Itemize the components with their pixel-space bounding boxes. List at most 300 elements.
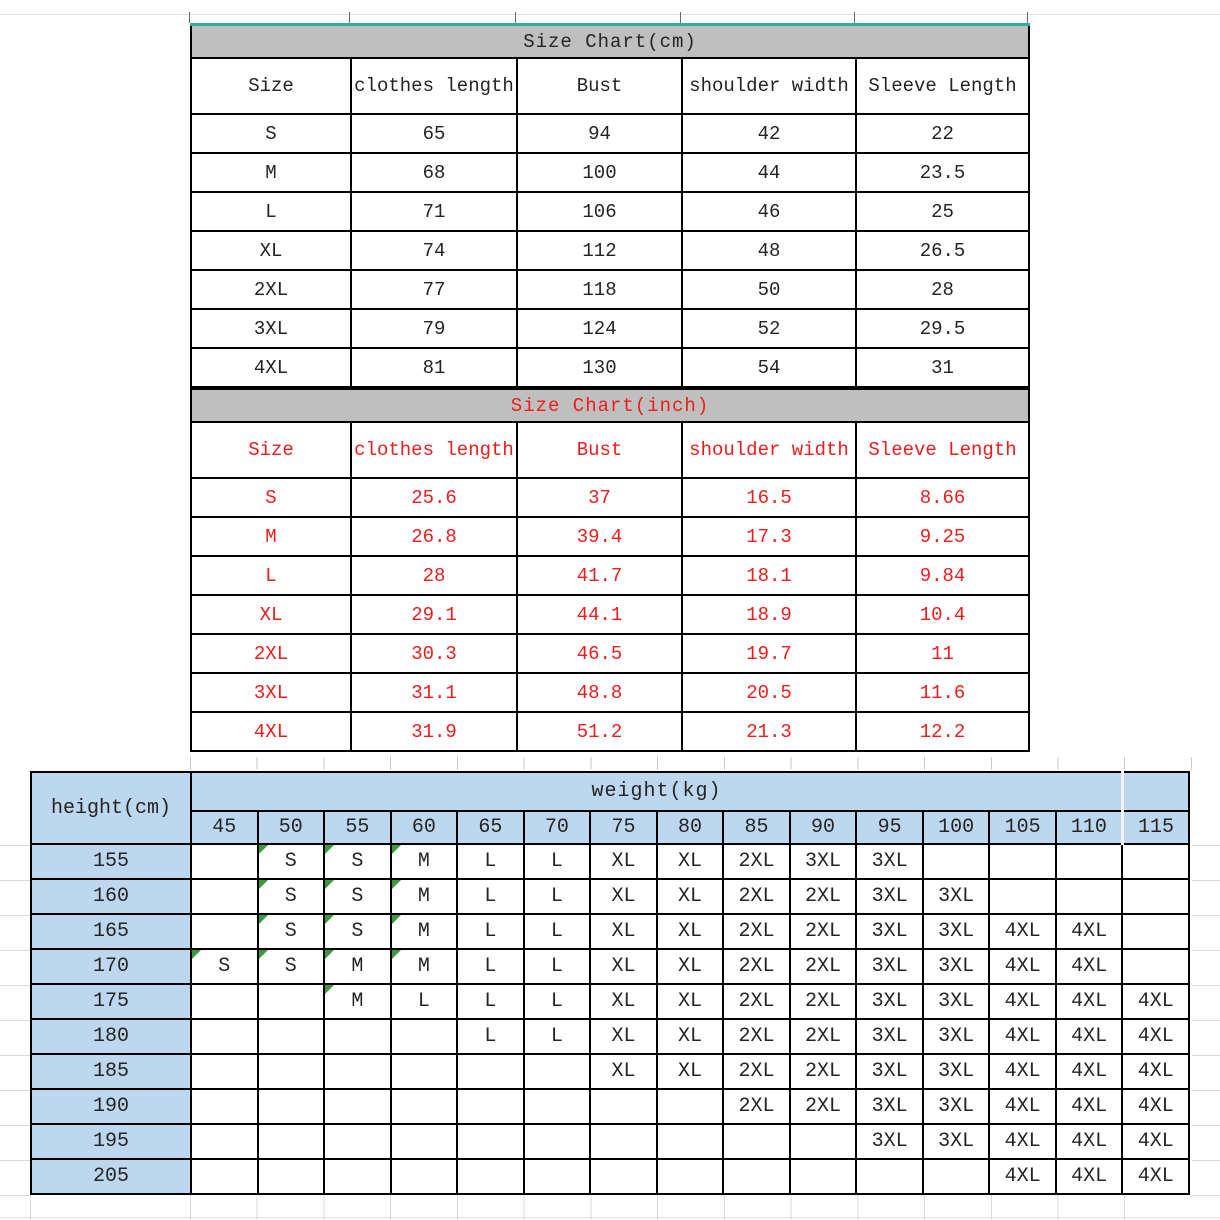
measurement-cell: 31.9 [351, 712, 517, 751]
recommended-size-cell [324, 1054, 391, 1089]
error-triangle-icon [392, 950, 401, 959]
recommended-size-cell [524, 1159, 591, 1194]
table-row [191, 556, 1029, 595]
recommended-size-cell: 2XL [790, 984, 857, 1019]
recommended-size-cell: 4XL [1122, 1124, 1189, 1159]
recommended-size-cell: XL [590, 879, 657, 914]
height-value-cell: 185 [31, 1054, 191, 1089]
recommended-size-cell: XL [657, 879, 724, 914]
recommended-size-cell: 2XL [790, 914, 857, 949]
recommended-size-cell [191, 914, 258, 949]
table-title-row [191, 25, 1029, 59]
measurement-cell: 74 [351, 231, 517, 270]
table-row [191, 634, 1029, 673]
recommended-size-cell [856, 1159, 923, 1194]
measurement-cell: 29.5 [856, 309, 1029, 348]
recommended-size-cell: 3XL [923, 914, 990, 949]
column-header: Sleeve Length [856, 58, 1029, 114]
measurement-cell: 31.1 [351, 673, 517, 712]
recommended-size-cell: 4XL [989, 914, 1056, 949]
recommended-size-cell [258, 1054, 325, 1089]
matrix-row [31, 844, 1189, 879]
recommended-size-cell: 2XL [790, 879, 857, 914]
table-title-row [191, 389, 1029, 422]
measurement-cell: 50 [682, 270, 856, 309]
recommended-size-cell: 3XL [856, 984, 923, 1019]
recommended-size-cell: 4XL [989, 1089, 1056, 1124]
measurement-cell: 130 [517, 348, 682, 387]
recommended-size-cell [391, 1159, 458, 1194]
recommended-size-cell: L [524, 879, 591, 914]
matrix-header-row [31, 772, 1189, 811]
error-triangle-icon [259, 845, 268, 854]
measurement-cell: 52 [682, 309, 856, 348]
height-value-cell: 195 [31, 1124, 191, 1159]
size-cell: 4XL [191, 348, 351, 387]
recommended-size-cell: 3XL [923, 1089, 990, 1124]
matrix-row [31, 879, 1189, 914]
recommended-size-cell: 2XL [723, 879, 790, 914]
recommended-size-cell: 3XL [923, 1019, 990, 1054]
recommended-size-cell [324, 1159, 391, 1194]
recommended-size-cell: 4XL [1056, 949, 1123, 984]
recommended-size-cell [790, 1159, 857, 1194]
recommended-size-cell: 3XL [923, 949, 990, 984]
table-header-row [191, 58, 1029, 114]
recommended-size-cell [1056, 879, 1123, 914]
measurement-cell: 9.84 [856, 556, 1029, 595]
measurement-cell: 31 [856, 348, 1029, 387]
recommended-size-cell: 4XL [1056, 1019, 1123, 1054]
recommended-size-cell: 4XL [1122, 1054, 1189, 1089]
grid-tick [1027, 12, 1028, 23]
recommended-size-cell [1056, 844, 1123, 879]
recommended-size-cell: XL [590, 1019, 657, 1054]
recommended-size-cell: 2XL [723, 844, 790, 879]
recommended-size-cell: 4XL [1122, 1019, 1189, 1054]
measurement-cell: 11 [856, 634, 1029, 673]
size-cell: XL [191, 595, 351, 634]
matrix-row [31, 914, 1189, 949]
recommended-size-cell: XL [657, 914, 724, 949]
recommended-size-cell: 4XL [989, 1124, 1056, 1159]
recommended-size-cell [191, 879, 258, 914]
recommended-size-cell: 3XL [856, 949, 923, 984]
empty-corner-cell [1122, 772, 1189, 811]
recommended-size-cell: M [324, 984, 391, 1019]
weight-value-cell: 115 [1122, 811, 1189, 844]
table-header-row [191, 422, 1029, 478]
recommended-size-cell [191, 1019, 258, 1054]
measurement-cell: 124 [517, 309, 682, 348]
recommended-size-cell [324, 1124, 391, 1159]
measurement-cell: 118 [517, 270, 682, 309]
measurement-cell: 22 [856, 114, 1029, 153]
recommended-size-cell: M [324, 949, 391, 984]
recommended-size-cell: 4XL [1056, 914, 1123, 949]
grid-tick [349, 12, 350, 23]
error-triangle-icon [192, 950, 201, 959]
measurement-cell: 46 [682, 192, 856, 231]
recommended-size-cell [457, 1089, 524, 1124]
error-triangle-icon [259, 915, 268, 924]
weight-value-cell: 90 [790, 811, 857, 844]
recommended-size-cell: M [391, 949, 458, 984]
height-value-cell: 190 [31, 1089, 191, 1124]
recommended-size-cell: M [391, 879, 458, 914]
recommended-size-cell [989, 844, 1056, 879]
size-cell: 3XL [191, 309, 351, 348]
recommended-size-cell [790, 1124, 857, 1159]
recommended-size-cell: 4XL [1056, 1054, 1123, 1089]
recommended-size-cell: 2XL [790, 1089, 857, 1124]
weight-value-cell: 75 [590, 811, 657, 844]
recommended-size-cell [657, 1124, 724, 1159]
matrix-row [31, 1159, 1189, 1194]
recommended-size-cell [258, 1124, 325, 1159]
table-row [191, 517, 1029, 556]
column-header: clothes length [351, 58, 517, 114]
recommended-size-cell: 4XL [989, 1054, 1056, 1089]
weight-value-cell: 70 [524, 811, 591, 844]
recommended-size-cell [590, 1124, 657, 1159]
recommended-size-cell [923, 1159, 990, 1194]
matrix-row [31, 984, 1189, 1019]
recommended-size-cell: S [324, 914, 391, 949]
height-value-cell: 160 [31, 879, 191, 914]
recommended-size-cell: S [258, 844, 325, 879]
recommended-size-cell [391, 1054, 458, 1089]
recommended-size-cell: 3XL [923, 984, 990, 1019]
recommended-size-cell: 4XL [1056, 1124, 1123, 1159]
recommended-size-cell: 2XL [723, 949, 790, 984]
error-triangle-icon [325, 845, 334, 854]
matrix-row [31, 1054, 1189, 1089]
weight-value-cell: 65 [457, 811, 524, 844]
error-triangle-icon [392, 845, 401, 854]
table-title: Size Chart(cm) [191, 25, 1029, 59]
recommended-size-cell: L [391, 984, 458, 1019]
recommended-size-cell: L [457, 984, 524, 1019]
column-header: shoulder width [682, 58, 856, 114]
grid-ticks-strip [190, 757, 1220, 770]
measurement-cell: 39.4 [517, 517, 682, 556]
height-value-cell: 165 [31, 914, 191, 949]
recommended-size-cell: XL [590, 984, 657, 1019]
recommended-size-cell [657, 1159, 724, 1194]
error-triangle-icon [392, 880, 401, 889]
measurement-cell: 19.7 [682, 634, 856, 673]
error-triangle-icon [325, 985, 334, 994]
recommended-size-cell [191, 844, 258, 879]
table-row [191, 153, 1029, 192]
recommended-size-cell: 3XL [856, 1089, 923, 1124]
measurement-cell: 51.2 [517, 712, 682, 751]
measurement-cell: 30.3 [351, 634, 517, 673]
grid-ticks-strip [190, 1195, 1191, 1220]
size-cell: S [191, 478, 351, 517]
table-row [191, 348, 1029, 387]
recommended-size-cell: M [391, 914, 458, 949]
measurement-cell: 17.3 [682, 517, 856, 556]
recommended-size-cell: XL [657, 949, 724, 984]
recommended-size-cell: 3XL [923, 1054, 990, 1089]
recommended-size-cell: 3XL [856, 879, 923, 914]
recommended-size-cell [258, 1019, 325, 1054]
recommended-size-cell [1122, 949, 1189, 984]
measurement-cell: 28 [856, 270, 1029, 309]
matrix-row [31, 1019, 1189, 1054]
measurement-cell: 12.2 [856, 712, 1029, 751]
table-row [191, 478, 1029, 517]
recommended-size-cell [1122, 914, 1189, 949]
table-row [191, 231, 1029, 270]
recommended-size-cell: 3XL [856, 914, 923, 949]
recommended-size-cell: XL [590, 1054, 657, 1089]
measurement-cell: 44 [682, 153, 856, 192]
recommended-size-cell: XL [590, 914, 657, 949]
recommended-size-cell: 3XL [856, 1019, 923, 1054]
grid-tick [30, 1195, 31, 1220]
recommended-size-cell: XL [657, 844, 724, 879]
recommended-size-cell [391, 1019, 458, 1054]
column-header: shoulder width [682, 422, 856, 478]
grid-tick [189, 12, 190, 23]
recommended-size-cell: XL [657, 1019, 724, 1054]
recommended-size-cell [258, 1089, 325, 1124]
recommended-size-cell [191, 1054, 258, 1089]
measurement-cell: 20.5 [682, 673, 856, 712]
recommended-size-cell [191, 984, 258, 1019]
weight-value-cell: 45 [191, 811, 258, 844]
recommended-size-cell: XL [657, 984, 724, 1019]
measurement-cell: 37 [517, 478, 682, 517]
size-cell: L [191, 556, 351, 595]
recommended-size-cell: 2XL [723, 984, 790, 1019]
recommended-size-cell [657, 1089, 724, 1124]
recommended-size-cell [457, 1159, 524, 1194]
recommended-size-cell: L [524, 844, 591, 879]
table-title: Size Chart(inch) [191, 389, 1029, 422]
measurement-cell: 68 [351, 153, 517, 192]
size-cell: L [191, 192, 351, 231]
measurement-cell: 41.7 [517, 556, 682, 595]
height-value-cell: 175 [31, 984, 191, 1019]
recommended-size-cell: L [457, 914, 524, 949]
measurement-cell: 42 [682, 114, 856, 153]
measurement-cell: 44.1 [517, 595, 682, 634]
grid-tick [515, 12, 516, 23]
column-header: clothes length [351, 422, 517, 478]
grid-tick [854, 12, 855, 23]
size-cell: 3XL [191, 673, 351, 712]
weight-header-cell: weight(kg) [191, 772, 1122, 811]
recommended-size-cell: S [258, 879, 325, 914]
size-cell: M [191, 153, 351, 192]
recommended-size-cell [923, 844, 990, 879]
measurement-cell: 23.5 [856, 153, 1029, 192]
measurement-cell: 100 [517, 153, 682, 192]
recommended-size-cell: L [457, 949, 524, 984]
weight-value-cell: 110 [1056, 811, 1123, 844]
recommended-size-cell [723, 1159, 790, 1194]
measurement-cell: 77 [351, 270, 517, 309]
size-chart-cm-table [190, 23, 1030, 388]
recommended-size-cell [391, 1124, 458, 1159]
recommended-size-cell: 4XL [989, 1159, 1056, 1194]
recommended-size-cell [524, 1124, 591, 1159]
recommended-size-cell [324, 1089, 391, 1124]
recommended-size-cell: 4XL [1122, 984, 1189, 1019]
recommended-size-cell: XL [590, 844, 657, 879]
recommended-size-cell: S [324, 844, 391, 879]
error-triangle-icon [325, 950, 334, 959]
matrix-weight-row [31, 811, 1189, 844]
recommended-size-cell: 2XL [723, 1054, 790, 1089]
error-triangle-icon [392, 915, 401, 924]
weight-value-cell: 100 [923, 811, 990, 844]
table-row [191, 309, 1029, 348]
matrix-row [31, 1124, 1189, 1159]
recommended-size-cell: L [457, 1019, 524, 1054]
column-header: Size [191, 422, 351, 478]
recommended-size-cell [457, 1054, 524, 1089]
recommended-size-cell: XL [590, 949, 657, 984]
recommended-size-cell: L [457, 844, 524, 879]
error-triangle-icon [259, 880, 268, 889]
recommended-size-cell: 2XL [723, 1089, 790, 1124]
grid-ticks-strip [0, 845, 30, 1197]
height-value-cell: 205 [31, 1159, 191, 1194]
recommended-size-cell: 4XL [989, 984, 1056, 1019]
table-row [191, 192, 1029, 231]
measurement-cell: 65 [351, 114, 517, 153]
error-triangle-icon [325, 880, 334, 889]
measurement-cell: 21.3 [682, 712, 856, 751]
recommended-size-cell: L [524, 914, 591, 949]
recommended-size-cell: 4XL [1056, 1089, 1123, 1124]
weight-value-cell: 50 [258, 811, 325, 844]
recommended-size-cell: S [258, 914, 325, 949]
size-cell: M [191, 517, 351, 556]
grid-tick [680, 12, 681, 23]
recommended-size-cell: 2XL [790, 1054, 857, 1089]
measurement-cell: 106 [517, 192, 682, 231]
table-row [191, 673, 1029, 712]
weight-value-cell: 55 [324, 811, 391, 844]
recommended-size-cell [258, 1159, 325, 1194]
measurement-cell: 26.8 [351, 517, 517, 556]
recommended-size-cell [191, 1089, 258, 1124]
height-value-cell: 155 [31, 844, 191, 879]
recommended-size-cell: 3XL [856, 1124, 923, 1159]
measurement-cell: 48.8 [517, 673, 682, 712]
recommended-size-cell: 2XL [790, 949, 857, 984]
column-header: Sleeve Length [856, 422, 1029, 478]
measurement-cell: 29.1 [351, 595, 517, 634]
recommended-size-cell [590, 1159, 657, 1194]
recommended-size-cell: 3XL [790, 844, 857, 879]
recommended-size-cell: 3XL [923, 1124, 990, 1159]
measurement-cell: 25 [856, 192, 1029, 231]
grid-line [0, 14, 1220, 15]
height-value-cell: 170 [31, 949, 191, 984]
measurement-cell: 18.9 [682, 595, 856, 634]
table-row [191, 114, 1029, 153]
recommended-size-cell [524, 1054, 591, 1089]
weight-value-cell: 105 [989, 811, 1056, 844]
measurement-cell: 25.6 [351, 478, 517, 517]
table-row [191, 712, 1029, 751]
recommended-size-cell: XL [657, 1054, 724, 1089]
recommended-size-cell [723, 1124, 790, 1159]
weight-value-cell: 80 [657, 811, 724, 844]
error-triangle-icon [325, 915, 334, 924]
recommended-size-cell: L [524, 984, 591, 1019]
measurement-cell: 8.66 [856, 478, 1029, 517]
measurement-cell: 48 [682, 231, 856, 270]
measurement-cell: 28 [351, 556, 517, 595]
recommended-size-cell: 3XL [856, 1054, 923, 1089]
measurement-cell: 26.5 [856, 231, 1029, 270]
measurement-cell: 54 [682, 348, 856, 387]
error-triangle-icon [259, 950, 268, 959]
recommended-size-cell [191, 1159, 258, 1194]
recommended-size-cell [1122, 844, 1189, 879]
measurement-cell: 81 [351, 348, 517, 387]
recommended-size-cell: 2XL [790, 1019, 857, 1054]
size-cell: 2XL [191, 270, 351, 309]
recommended-size-cell: L [524, 949, 591, 984]
recommended-size-cell [590, 1089, 657, 1124]
recommended-size-cell: 2XL [723, 914, 790, 949]
recommended-size-cell [1122, 879, 1189, 914]
height-weight-matrix-table [30, 771, 1190, 1195]
height-header-cell: height(cm) [31, 772, 191, 844]
recommended-size-cell [989, 879, 1056, 914]
recommended-size-cell: L [457, 879, 524, 914]
size-cell: XL [191, 231, 351, 270]
recommended-size-cell: 2XL [723, 1019, 790, 1054]
recommended-size-cell: 4XL [1056, 1159, 1123, 1194]
recommended-size-cell: S [324, 879, 391, 914]
recommended-size-cell: M [391, 844, 458, 879]
column-header: Bust [517, 58, 682, 114]
size-chart-inch-table [190, 388, 1030, 752]
measurement-cell: 16.5 [682, 478, 856, 517]
measurement-cell: 94 [517, 114, 682, 153]
matrix-row [31, 949, 1189, 984]
recommended-size-cell: 3XL [856, 844, 923, 879]
measurement-cell: 112 [517, 231, 682, 270]
column-header: Size [191, 58, 351, 114]
measurement-cell: 71 [351, 192, 517, 231]
table-row [191, 270, 1029, 309]
measurement-cell: 9.25 [856, 517, 1029, 556]
size-cell: 4XL [191, 712, 351, 751]
size-cell: 2XL [191, 634, 351, 673]
recommended-size-cell: 4XL [989, 1019, 1056, 1054]
height-value-cell: 180 [31, 1019, 191, 1054]
recommended-size-cell [258, 984, 325, 1019]
matrix-row [31, 1089, 1189, 1124]
recommended-size-cell [391, 1089, 458, 1124]
recommended-size-cell [524, 1089, 591, 1124]
recommended-size-cell: 4XL [1056, 984, 1123, 1019]
measurement-cell: 11.6 [856, 673, 1029, 712]
measurement-cell: 79 [351, 309, 517, 348]
recommended-size-cell: 4XL [1122, 1089, 1189, 1124]
